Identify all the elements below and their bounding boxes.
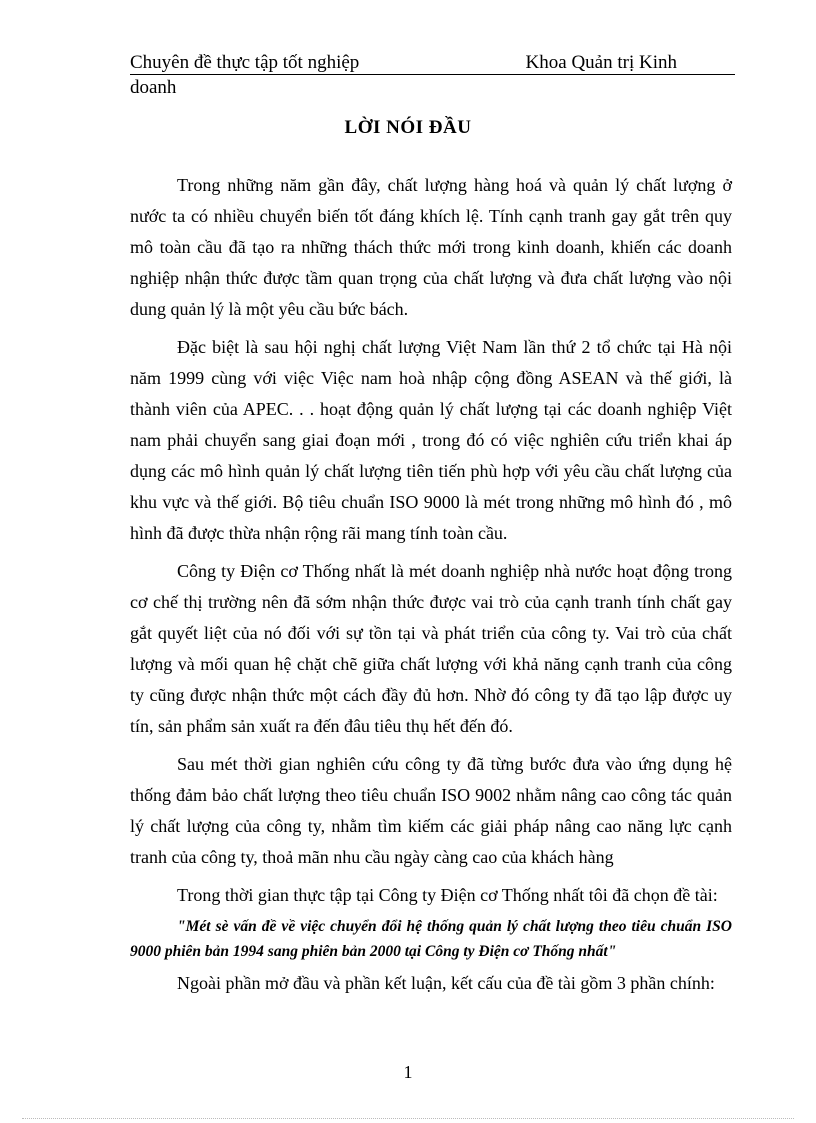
page-number: 1 <box>403 1062 413 1082</box>
header-left-text: Chuyên đề thực tập tốt nghiệp <box>130 52 360 73</box>
page-header <box>130 52 735 101</box>
page-title: LỜI NÓI ĐẦU <box>344 117 472 138</box>
footer-rule <box>22 1118 794 1119</box>
paragraph-1: Trong những năm gần đây, chất lượng hàng hoá và quản lý chất lượng ở nước ta có nhiều chuyển biến tốt đáng khích lệ. Tính cạnh tranh gay gắt trên quy mô toàn cầu đã tạo ra những thách thức mới trong kinh doanh, khiến các doanh nghiệp nhận thức được tầm quan trọng của chất lượng và đưa chất lượng vào nội dung quản lý là một yêu cầu bức bách. <box>130 175 732 319</box>
document-body <box>130 170 732 1006</box>
paragraph-3: Công ty Điện cơ Thống nhất là mét doanh nghiệp nhà nước hoạt động trong cơ chế thị trường nên đã sớm nhận thức được vai trò của cạnh tranh tính chất gay gắt quyết liệt của nó đối với sự tồn tại và phát triển của công ty. Vai trò của chất lượng và mối quan hệ chặt chẽ giữa chất lượng với khả năng cạnh tranh của công ty cũng được nhận thức một cách đầy đủ hơn. Nhờ đó công ty đã tạo lập được uy tín, sản phẩm sản xuất ra đến đâu tiêu thụ hết đến đó. <box>130 561 732 736</box>
header-line <box>130 52 735 75</box>
paragraph-5: Trong thời gian thực tập tại Công ty Điện cơ Thống nhất tôi đã chọn đề tài: <box>177 885 718 905</box>
closing-paragraph: Ngoài phần mở đầu và phần kết luận, kết cấu của đề tài gồm 3 phần chính: <box>177 973 715 993</box>
thesis-title-quote: "Mét sè vấn đề về việc chuyển đổi hệ thống quản lý chất lượng theo tiêu chuẩn ISO 9000 phiên bản 1994 sang phiên bản 2000 tại Công ty Điện cơ Thống nhất" <box>130 918 732 960</box>
header-right-text: Khoa Quản trị Kinh <box>525 52 677 73</box>
header-continuation: doanh <box>130 77 177 98</box>
paragraph-4: Sau mét thời gian nghiên cứu công ty đã từng bước đưa vào ứng dụng hệ thống đảm bảo chất lượng theo tiêu chuẩn ISO 9002 nhằm nâng cao công tác quản lý chất lượng của công ty, nhằm tìm kiếm các giải pháp nâng cao năng lực cạnh tranh của công ty, thoả mãn nhu cầu ngày càng cao của khách hàng <box>130 754 732 867</box>
paragraph-2: Đặc biệt là sau hội nghị chất lượng Việt Nam lần thứ 2 tổ chức tại Hà nội năm 1999 cùng với việc Việc nam hoà nhập cộng đồng ASEAN và thế giới, là thành viên của APEC. . . hoạt động quản lý chất lượng tại các doanh nghiệp Việt nam phải chuyển sang giai đoạn mới , trong đó có việc nghiên cứu triển khai áp dụng các mô hình quản lý chất lượng tiên tiến phù hợp với yêu cầu chất lượng của khu vực và thế giới. Bộ tiêu chuẩn ISO 9000 là mét trong những mô hình đó , mô hình đã được thừa nhận rộng rãi mang tính toàn cầu. <box>130 337 732 543</box>
